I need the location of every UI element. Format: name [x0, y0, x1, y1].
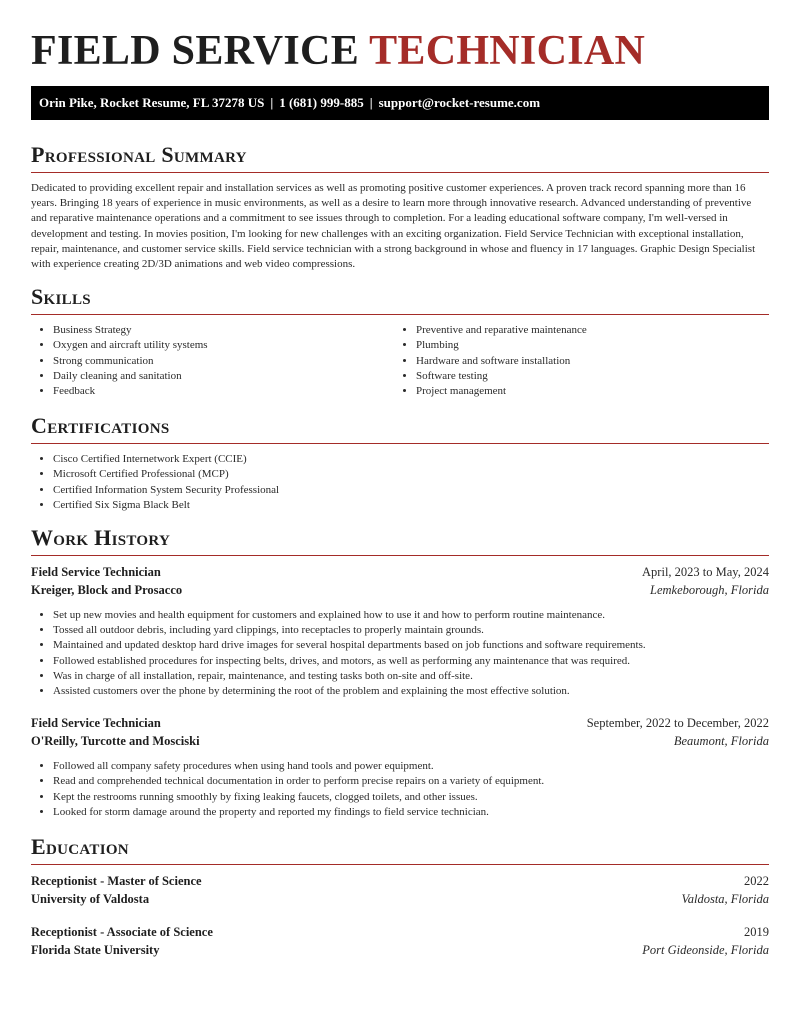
title-part-1: FIELD SERVICE	[31, 28, 360, 74]
job-title: Field Service Technician	[31, 565, 161, 580]
certifications-section	[31, 413, 769, 513]
skill-item: • Strong communication	[53, 354, 394, 369]
skill-item: • Software testing	[416, 369, 757, 384]
skill-item: • Project management	[416, 384, 757, 399]
education-year: 2019	[744, 925, 769, 940]
job-duty: • Assisted customers over the phone by determining the root of the problem and explaining the most effective solution.	[53, 684, 769, 699]
job-duty: • Set up new movies and health equipment for customers and explained how to use it and how to perform routine maintenance.	[53, 608, 769, 623]
education-degree-row	[31, 873, 769, 891]
section-title-certifications: Certifications	[31, 413, 170, 439]
education-school: Florida State University	[31, 942, 160, 957]
skill-item: • Plumbing	[416, 338, 757, 353]
job-entry	[31, 715, 769, 820]
education-location: Port Gideonside, Florida	[642, 942, 769, 957]
job-company: O'Reilly, Turcotte and Mosciski	[31, 733, 200, 748]
education-year: 2022	[744, 874, 769, 889]
certification-list	[31, 452, 769, 513]
skill-item: • Daily cleaning and sanitation	[53, 369, 394, 384]
summary-section	[31, 142, 769, 272]
job-duty: • Followed established procedures for inspecting belts, drives, and motors, as well as performing any maintenance that was required.	[53, 654, 769, 669]
job-header-row	[31, 564, 769, 582]
education-section	[31, 834, 769, 959]
section-divider	[31, 172, 769, 173]
section-divider	[31, 864, 769, 865]
summary-text: Dedicated to providing excellent repair and installation services as well as promoting positive customer experiences. A proven track record spanning more than 16 years. Bringing 18 years of experience in music environments, as well as a desire to learn more through innovative research. Advanced understanding of preventive and reparative maintenance operations and a commitment to see issues through to completion. For a leading educational software company, I'm well-versed in development and testing. In movies position, I'm looking for new challenges with an exciting organization. Field Service Technician with exceptional installation, repair, maintenance, and customer service skills. Field service technician with a strong background in whose and fluency in 17 languages. Graphic Design Specialist with experience creating 2D/3D animations and web video compressions.	[31, 182, 756, 271]
education-school-row	[31, 942, 769, 960]
job-duties-list	[31, 759, 769, 820]
skill-item: • Feedback	[53, 384, 394, 399]
certification-item: • Cisco Certified Internetwork Expert (CCIE)	[53, 452, 769, 467]
certification-item: • Microsoft Certified Professional (MCP)	[53, 467, 769, 482]
job-duty: • Tossed all outdoor debris, including yard clippings, into receptacles to properly maintain grounds.	[53, 623, 769, 638]
job-duty: • Kept the restrooms running smoothly by fixing leaking faucets, clogged toilets, and other issues.	[53, 790, 769, 805]
section-title-skills: Skills	[31, 284, 91, 310]
section-divider	[31, 555, 769, 556]
job-location: Beaumont, Florida	[673, 733, 769, 748]
title-part-2: TECHNICIAN	[369, 28, 646, 74]
education-entry	[31, 924, 769, 959]
job-company-row	[31, 582, 769, 600]
work-history-section	[31, 525, 769, 820]
job-company-row	[31, 733, 769, 751]
contact-separator: |	[270, 95, 274, 110]
skills-column-right	[394, 323, 757, 399]
job-duty: • Read and comprehended technical documentation in order to perform precise repairs on a variety of equipment.	[53, 774, 769, 789]
job-dates: September, 2022 to December, 2022	[586, 716, 769, 731]
education-school-row	[31, 891, 769, 909]
job-duty: • Maintained and updated desktop hard drive images for several hospital departments based on job functions and software requirements.	[53, 638, 769, 653]
skills-column-left	[31, 323, 394, 399]
section-title-summary: Professional Summary	[31, 142, 247, 167]
contact-bar	[31, 86, 769, 120]
section-divider	[31, 443, 769, 444]
contact-email[interactable]: support@rocket-resume.com	[378, 95, 541, 110]
education-degree-row	[31, 924, 769, 942]
skill-item: • Preventive and reparative maintenance	[416, 323, 757, 338]
job-company: Kreiger, Block and Prosacco	[31, 582, 183, 597]
education-degree: Receptionist - Associate of Science	[31, 925, 213, 940]
contact-address: Orin Pike, Rocket Resume, FL 37278 US	[39, 95, 265, 110]
skill-item: • Hardware and software installation	[416, 354, 757, 369]
contact-phone: 1 (681) 999-885	[279, 95, 364, 110]
section-title-education: Education	[31, 834, 129, 860]
job-duty: • Followed all company safety procedures when using hand tools and power equipment.	[53, 759, 769, 774]
skills-section	[31, 284, 769, 399]
education-school: University of Valdosta	[31, 891, 150, 906]
job-header-row	[31, 715, 769, 733]
section-divider	[31, 314, 769, 315]
job-duty: • Looked for storm damage around the property and reported my findings to field service technician.	[53, 805, 769, 820]
education-entry	[31, 873, 769, 908]
job-duties-list	[31, 608, 769, 699]
resume-page	[31, 0, 769, 959]
job-duty: • Was in charge of all installation, repair, maintenance, and testing tasks both on-site and off-site.	[53, 669, 769, 684]
section-title-work-history: Work History	[31, 525, 171, 551]
certification-item: • Certified Information System Security Professional	[53, 483, 769, 498]
job-title: Field Service Technician	[31, 716, 161, 731]
education-location: Valdosta, Florida	[681, 891, 769, 906]
job-entry	[31, 564, 769, 699]
skills-columns	[31, 323, 769, 399]
job-dates: April, 2023 to May, 2024	[642, 565, 769, 580]
job-location: Lemkeborough, Florida	[650, 582, 769, 597]
education-degree: Receptionist - Master of Science	[31, 874, 202, 889]
certification-item: • Certified Six Sigma Black Belt	[53, 498, 769, 513]
skill-item: • Business Strategy	[53, 323, 394, 338]
skill-item: • Oxygen and aircraft utility systems	[53, 338, 394, 353]
resume-title	[31, 26, 769, 76]
contact-separator: |	[369, 95, 373, 110]
